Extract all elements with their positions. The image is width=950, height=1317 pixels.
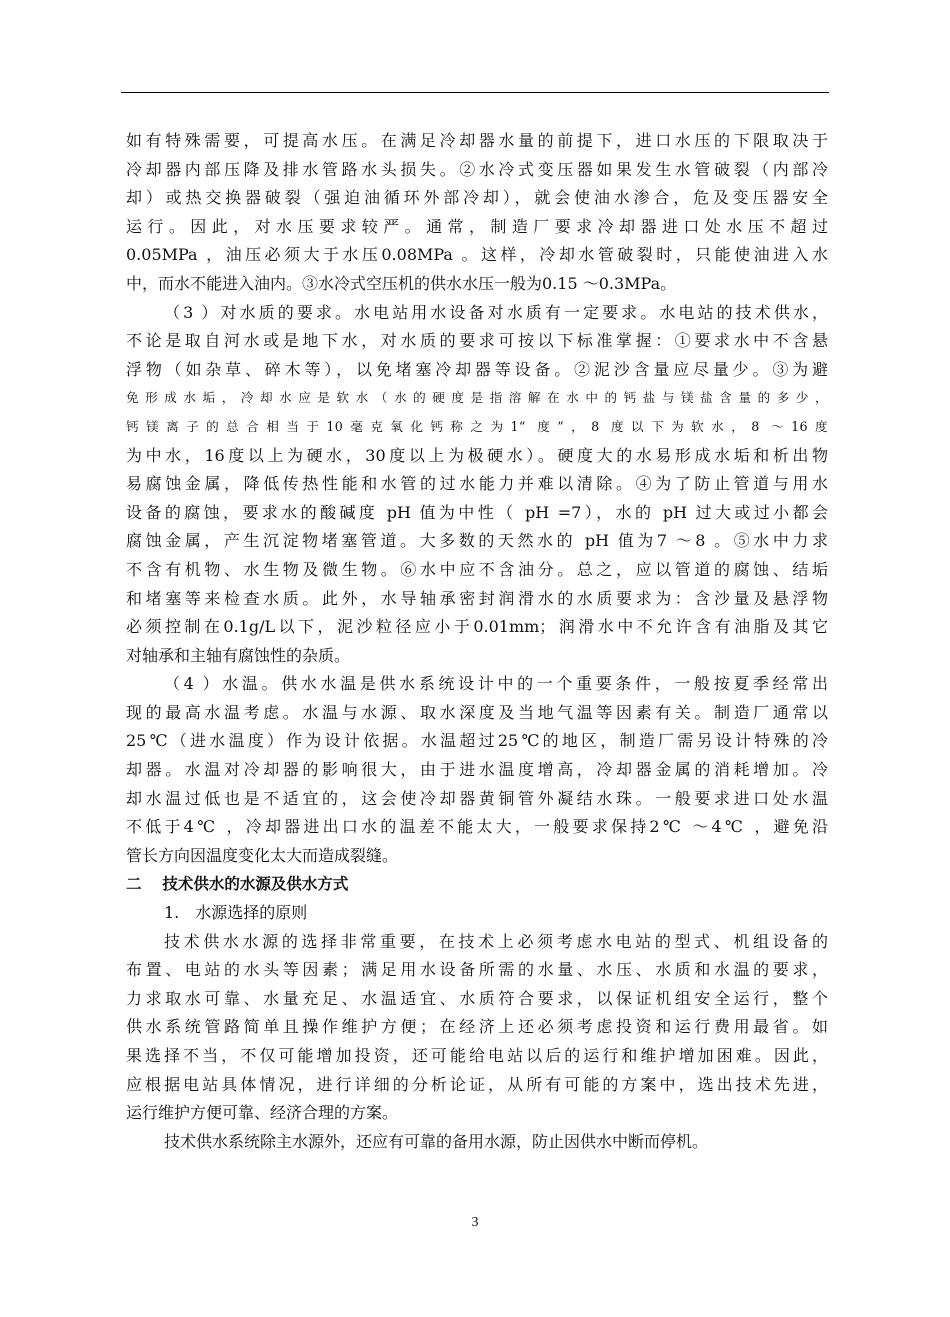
text-line: 腐蚀金属，产生沉淀物堵塞管道。大多数的天然水的 pH 值为7 ～8 。⑤水中力求 — [126, 531, 828, 551]
text-line: 如有特殊需要，可提高水压。在满足冷却器水量的前提下，进口水压的下限取决于 — [126, 131, 828, 150]
text-line: 力求取水可靠、水量充足、水温适宜、水质符合要求，以保证机组安全运行，整个 — [126, 988, 828, 1008]
text-line: 设备的腐蚀，要求水的酸碱度 pH 值为中性（ pH =7），水的 pH 过大或过小都会 — [126, 502, 828, 522]
text-line: 管长方向因温度变化太大而造成裂缝。 — [126, 845, 399, 865]
text-line: 运行。因此，对水压要求较严。通常，制造厂要求冷却器进口处水压不超过 — [126, 216, 828, 236]
text-line: 不论是取自河水或是地下水，对水质的要求可按以下标准掌握：①要求水中不含悬 — [126, 331, 828, 351]
text-line: 却水温过低也是不适宜的，这会使冷却器黄铜管外凝结水珠。一般要求进口处水温 — [126, 788, 828, 808]
text-line: 必须控制在0.1g/L以下，泥沙粒径应小于0.01mm；润滑水中不允许含有油脂及其它 — [126, 617, 828, 637]
page-body — [126, 127, 828, 1156]
section-heading: 二 技术供水的水源及供水方式 — [126, 875, 349, 894]
text-line: 冷却器内部压降及排水管路水头损失。②水冷式变压器如果发生水管破裂（内部冷 — [126, 159, 828, 179]
text-line: 却器。水温对冷却器的影响很大，由于进水温度增高，冷却器金属的消耗增加。冷 — [126, 760, 828, 780]
text-line: 不含有机物、水生物及微生物。⑥水中应不含油分。总之，应以管道的腐蚀、结垢 — [126, 559, 828, 579]
header-rule — [121, 92, 829, 93]
text-line: 布置、电站的水头等因素；满足用水设备所需的水量、水压、水质和水温的要求， — [126, 960, 828, 980]
paragraph-start: 技术供水系统除主水源外，还应有可靠的备用水源，防止因供水中断而停机。 — [164, 1131, 709, 1151]
text-line: 0.05MPa ，油压必须大于水压0.08MPa 。这样，冷却水管破裂时，只能使油进入水 — [126, 245, 828, 265]
text-line: 现的最高水温考虑。水温与水源、取水深度及当地气温等因素有关。制造厂通常以 — [126, 702, 828, 722]
text-line: 果选择不当，不仅可能增加投资，还可能给电站以后的运行和维护增加困难。因此， — [126, 1046, 828, 1065]
text-line: 和堵塞等来检查水质。此外，水导轴承密封润滑水的水质要求为：含沙量及悬浮物 — [126, 588, 828, 608]
text-line: 25℃（进水温度）作为设计依据。水温超过25℃的地区，制造厂需另设计特殊的冷 — [126, 731, 828, 751]
page-number: 3 — [471, 1215, 479, 1230]
text-line: 却）或热交换器破裂（强迫油循环外部冷却），就会使油水渗合，危及变压器安全 — [126, 188, 828, 208]
text-line: 中，而水不能进入油内。③水冷式空压机的供水水压一般为0.15 ～0.3MPa。 — [126, 273, 677, 293]
paragraph-start: （3 ）对水质的要求。水电站用水设备对水质有一定要求。水电站的技术供水， — [164, 302, 828, 322]
text-line: 供水系统管路简单且操作维护方便；在经济上还必须考虑投资和运行费用最省。如 — [126, 1017, 828, 1037]
text-line: 为中水，16度以上为硬水，30度以上为极硬水）。硬度大的水易形成水垢和析出物 — [126, 445, 828, 465]
text-line: 对轴承和主轴有腐蚀性的杂质。 — [126, 645, 351, 665]
text-line: 不低于4℃ ，冷却器进出口水的温差不能太大，一般要求保持2℃ ～4℃ ，避免沿 — [126, 817, 828, 837]
text-line: 运行维护方便可靠、经济合理的方案。 — [126, 1103, 399, 1123]
subsection-heading: 1. 水源选择的原则 — [164, 903, 308, 923]
text-line: 浮物（如杂草、碎木等），以免堵塞冷却器等设备。②泥沙含量应尽量少。③为避 — [126, 359, 828, 379]
paragraph-start: （4 ）水温。供水水温是供水系统设计中的一个重要条件，一般按夏季经常出 — [164, 674, 828, 694]
text-line: 应根据电站具体情况，进行详细的分析论证，从所有可能的方案中，选出技术先进， — [126, 1074, 828, 1094]
text-line: 免形成水垢，冷却水应是软水（水的硬度是指溶解在水中的钙盐与镁盐含量的多少， — [126, 390, 828, 406]
text-line: 易腐蚀金属，降低传热性能和水管的过水能力并难以清除。④为了防止管道与用水 — [126, 474, 828, 494]
text-line: 钙镁离子的总合相当于10毫克氧化钙称之为1“ 度”，8 度以下为软水，8 ～16度 — [126, 418, 828, 434]
paragraph-start: 技术供水水源的选择非常重要，在技术上必须考虑水电站的型式、机组设备的 — [164, 931, 828, 951]
